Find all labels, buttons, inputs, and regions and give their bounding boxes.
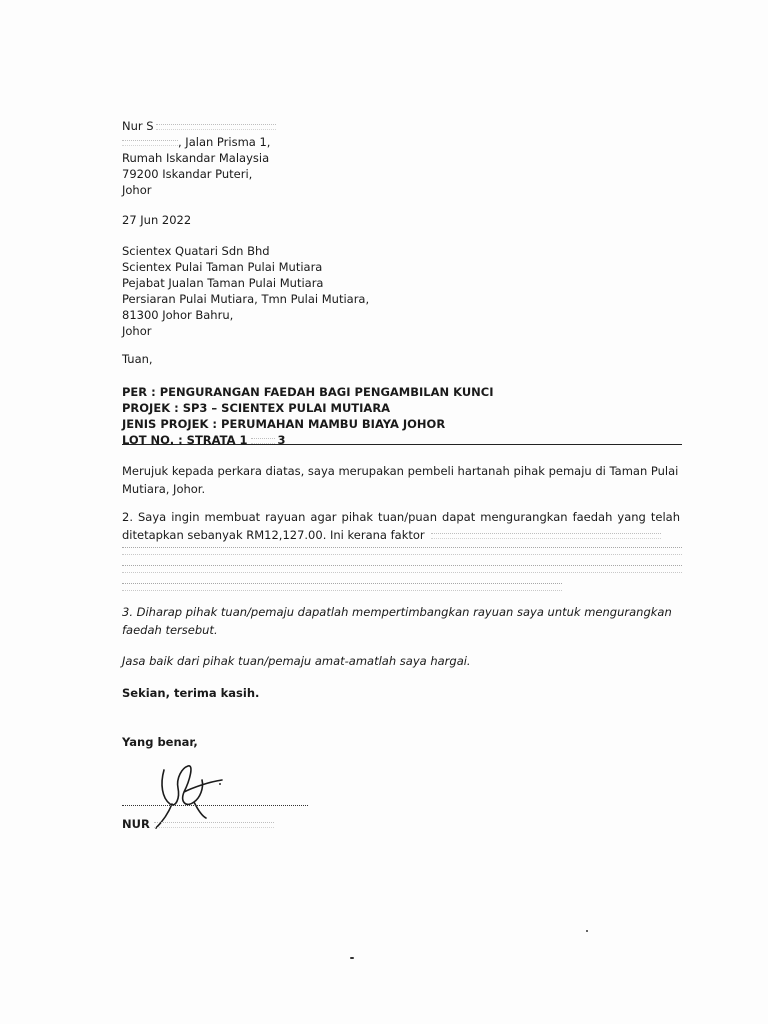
recipient-address — [122, 243, 369, 339]
scan-speck — [350, 957, 354, 959]
ink-speck — [219, 783, 221, 785]
redacted-text — [431, 533, 661, 539]
paragraph-2 — [122, 508, 680, 544]
recipient-line1: Scientex Quatari Sdn Bhd — [122, 244, 270, 258]
sender-address — [122, 118, 276, 198]
sender-address-line4: Johor — [122, 183, 152, 197]
signature-line — [122, 805, 308, 806]
recipient-line3: Pejabat Jualan Taman Pulai Mutiara — [122, 276, 324, 290]
redacted-line — [122, 583, 562, 591]
subject-jenis: JENIS PROJEK : PERUMAHAN MAMBU BIAYA JOHOR — [122, 417, 446, 431]
recipient-line2: Scientex Pulai Taman Pulai Mutiara — [122, 260, 323, 274]
recipient-line6: Johor — [122, 324, 152, 338]
sender-address-line2: Rumah Iskandar Malaysia — [122, 151, 270, 165]
salutation: Tuan, — [122, 352, 153, 366]
signatory-name: NUR — [122, 816, 274, 832]
redacted-text — [251, 438, 275, 444]
paragraph-2-line2: ditetapkan sebanyak RM12,127.00. Ini kerana faktor — [122, 526, 680, 544]
sign-off: Yang benar, — [122, 735, 198, 749]
redacted-text — [156, 124, 276, 130]
redacted-text — [154, 822, 274, 828]
sender-address-line1: , Jalan Prisma 1, — [122, 134, 276, 150]
appreciation-line: Jasa baik dari pihak tuan/pemaju amat-amatlah saya hargai. — [122, 654, 471, 668]
letter-date: 27 Jun 2022 — [122, 213, 192, 227]
redacted-line — [122, 565, 682, 573]
closing-line: Sekian, terima kasih. — [122, 686, 260, 700]
intro-paragraph: Merujuk kepada perkara diatas, saya merupakan pembeli hartanah pihak pemaju di Taman Pulai Mutiara, Johor. — [122, 464, 679, 496]
sender-address-line3: 79200 Iskandar Puteri, — [122, 167, 253, 181]
sender-name: Nur S — [122, 118, 276, 134]
subject-per: PER : PENGURANGAN FAEDAH BAGI PENGAMBILAN KUNCI — [122, 385, 494, 399]
subject-lot: LOT NO. : STRATA 1 3 — [122, 433, 286, 447]
subject-block — [122, 384, 494, 448]
paragraph-3: 3. Diharap pihak tuan/pemaju dapatlah mempertimbangkan rayuan saya untuk mengurangkan faedah tersebut. — [122, 605, 672, 637]
redacted-text — [122, 140, 178, 146]
paragraph-2-line1: 2. Saya ingin membuat rayuan agar pihak tuan/puan dapat mengurangkan faedah yang telah — [122, 510, 680, 524]
recipient-line4: Persiaran Pulai Mutiara, Tmn Pulai Mutiara, — [122, 292, 370, 306]
subject-underline — [122, 444, 682, 445]
subject-projek: PROJEK : SP3 – SCIENTEX PULAI MUTIARA — [122, 401, 391, 415]
recipient-line5: 81300 Johor Bahru, — [122, 308, 234, 322]
scan-speck — [586, 930, 588, 932]
redacted-line — [122, 547, 682, 555]
